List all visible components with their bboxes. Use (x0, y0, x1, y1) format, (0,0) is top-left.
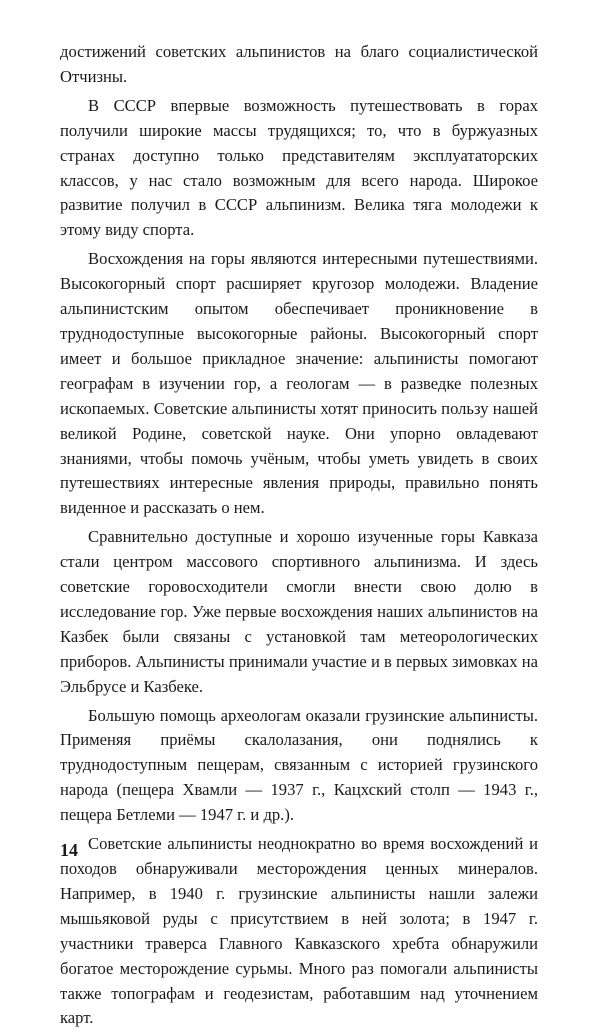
paragraph-archaeology: Большую помощь археологам оказали грузинские альпинисты. Применяя приёмы скалолазания, они поднялись к труднодоступным пещерам, связанным с историей грузинского народа (пещера Хвамли — 1937 г., Кацхский столп — 1943 г., пещера Бетлеми — 1947 г. и др.). (60, 705, 538, 825)
book-page (60, 40, 538, 1035)
paragraph-ascents: Восхождения на горы являются интересными путешествиями. Высокогорный спорт расширяет кругозор молодежи. Владение альпинистским опытом обеспечивает проникновение в труднодоступные высокогорные районы. Высокогорный спорт имеет и большое прикладное значение: альпинисты помогают географам в изучении гор, а геологам — в разведке полезных ископаемых. Советские альпинисты хотят приносить пользу нашей великой Родине, советской науке. Они упорно овладевают знаниями, чтобы помочь учёным, чтобы уметь увидеть в своих путешествиях интересные явления природы, правильно понять виденное и рассказать о нем. (60, 249, 538, 518)
page-number: 14 (60, 840, 78, 860)
paragraph-caucasus: Сравнительно доступные и хорошо изученные горы Кавказа стали центром массового спортивного альпинизма. И здесь советские горовосходители смогли внести свою долю в исследование гор. Уже первые восхождения наших альпинистов на Казбек были связаны с установкой там метеорологических приборов. Альпинисты принимали участие и в первых зимовках на Эльбрусе и Казбеке. (60, 527, 538, 696)
paragraph-continuation: достижений советских альпинистов на благо социалистической Отчизны. (60, 42, 538, 86)
paragraph-minerals: Советские альпинисты неоднократно во время восхождений и походов обнаруживали месторождения ценных минералов. Например, в 1940 г. грузинские альпинисты нашли залежи мышьяковой руды с присутствием в ней золота; в 1947 г. участники траверса Главного Кавказского хребта обнаружили богатое месторождение сурьмы. Много раз помогали альпинисты также топографам и геодезистам, работавшим над уточнением карт. (60, 834, 538, 1028)
paragraph-ussr-mountains: В СССР впервые возможность путешествовать в горах получили широкие массы трудящихся; то, что в буржуазных странах доступно только представителям эксплуататорских классов, у нас стало возможным для всего народа. Широкое развитие получил в СССР альпинизм. Велика тяга молодежи к этому виду спорта. (60, 95, 538, 240)
